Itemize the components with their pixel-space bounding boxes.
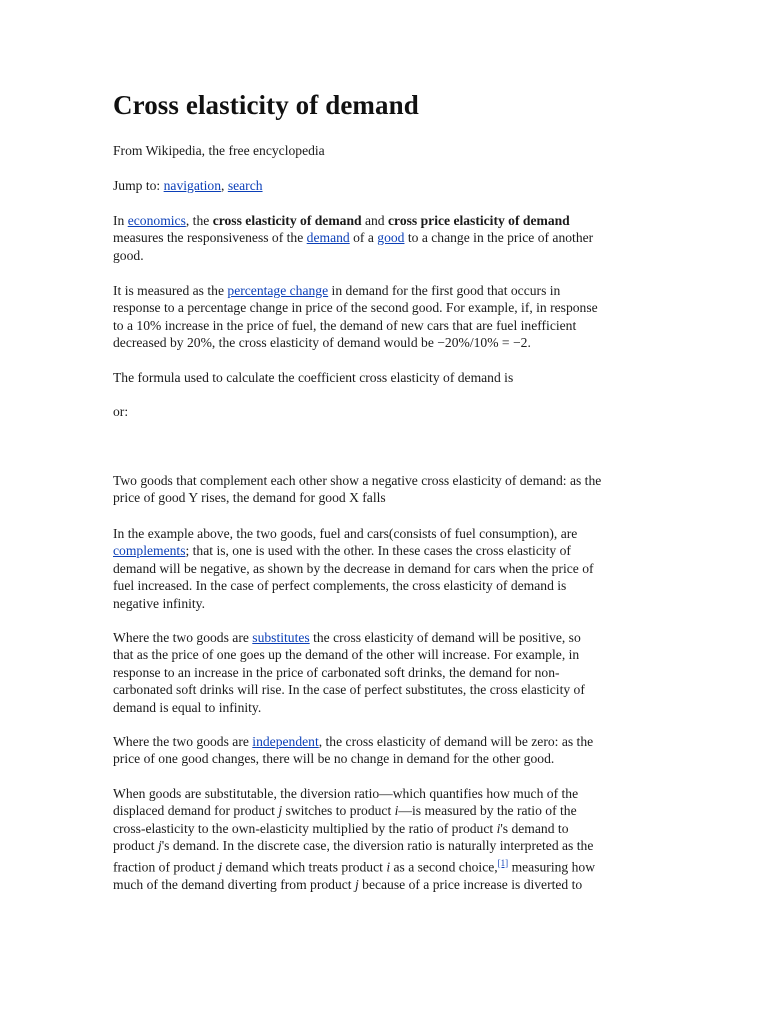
text-line: negative infinity. xyxy=(113,595,205,611)
text: demand which treats product xyxy=(222,859,387,875)
text: and xyxy=(361,213,389,228)
text: because of a price increase is diverted to xyxy=(358,876,583,892)
text: , the cross elasticity of demand will be zero: as the xyxy=(318,734,594,749)
text-line: that as the price of one goes up the demand of the other will increase. For example, in xyxy=(113,647,580,663)
variable-j: j xyxy=(278,803,283,819)
text: In xyxy=(113,213,128,228)
good-link[interactable]: good xyxy=(377,230,405,246)
text: the cross elasticity of demand will be positive, so xyxy=(309,630,581,645)
jump-separator: , xyxy=(221,178,225,193)
independent-paragraph xyxy=(113,733,663,768)
text: measures the responsiveness of the xyxy=(113,230,307,246)
navigation-link[interactable]: navigation xyxy=(163,178,222,193)
text: It is measured as the xyxy=(113,283,228,298)
variable-j: j xyxy=(157,838,162,854)
complement-paragraph xyxy=(113,472,663,507)
substitutes-link[interactable]: substitutes xyxy=(252,630,310,645)
text-line: price of good Y rises, the demand for good X falls xyxy=(113,490,386,506)
jump-to-label: Jump to: xyxy=(113,178,161,193)
jump-to-bar xyxy=(113,177,263,194)
text: , the xyxy=(185,213,213,228)
economics-link[interactable]: economics xyxy=(127,213,186,228)
text: in demand for the first good that occurs in xyxy=(328,283,561,298)
text: ; that is, one is used with the other. In these cases the cross elasticity of xyxy=(185,543,571,559)
text: as a second choice, xyxy=(390,859,498,875)
complements-link[interactable]: complements xyxy=(113,543,186,559)
text: displaced demand for product xyxy=(113,803,279,819)
text-line: fuel increased. In the case of perfect complements, the cross elasticity of demand is xyxy=(113,578,567,594)
intro-paragraph xyxy=(113,212,663,264)
citation-link-1[interactable]: [1] xyxy=(497,857,509,868)
example-paragraph xyxy=(113,525,663,612)
text-line: response to a percentage change in price of the second good. For example, if, in response xyxy=(113,300,598,316)
text-line: demand is equal to infinity. xyxy=(113,699,262,715)
variable-i: i xyxy=(496,820,501,836)
text-line: Two goods that complement each other show a negative cross elasticity of demand: as the xyxy=(113,473,602,488)
substitutes-paragraph xyxy=(113,629,663,716)
text: product xyxy=(113,838,158,854)
text: 's demand. In the discrete case, the diversion ratio is naturally interpreted as the xyxy=(161,838,594,854)
text-line: When goods are substitutable, the diversion ratio—which quantifies how much of the xyxy=(113,786,579,801)
variable-j: j xyxy=(218,859,223,875)
text-line: price of one good changes, there will be no change in demand for the other good. xyxy=(113,751,555,767)
or-label: or: xyxy=(113,404,129,419)
text: of a xyxy=(349,230,378,246)
text: —is measured by the ratio of the xyxy=(398,803,577,819)
text: measuring how xyxy=(508,859,596,875)
text-line: good. xyxy=(113,247,144,263)
measurement-paragraph xyxy=(113,282,663,352)
page-title: Cross elasticity of demand xyxy=(113,90,419,120)
bold-term: cross price elasticity of demand xyxy=(388,213,570,228)
text: fraction of product xyxy=(113,859,219,875)
text-line: carbonated soft drinks will rise. In the case of perfect substitutes, the cross elasticity of xyxy=(113,682,585,698)
formula-intro: The formula used to calculate the coefficient cross elasticity of demand is xyxy=(113,370,514,385)
bold-term: cross elasticity of demand xyxy=(212,213,362,228)
variable-i: i xyxy=(386,859,391,875)
text: switches to product xyxy=(282,803,395,819)
text-line: response to an increase in the price of carbonated soft drinks, the demand for non- xyxy=(113,664,560,680)
subtitle: From Wikipedia, the free encyclopedia xyxy=(113,143,325,158)
text-line: decreased by 20%, the cross elasticity of demand would be −20%/10% = −2. xyxy=(113,335,531,351)
text: cross-elasticity to the own-elasticity multiplied by the ratio of product xyxy=(113,820,497,836)
diversion-ratio-paragraph xyxy=(113,785,663,893)
text: much of the demand diverting from product xyxy=(113,876,355,892)
text: 's demand to xyxy=(500,820,569,836)
variable-i: i xyxy=(394,803,399,819)
search-link[interactable]: search xyxy=(227,178,263,193)
text: Where the two goods are xyxy=(113,630,253,645)
demand-link[interactable]: demand xyxy=(306,230,350,246)
percentage-change-link[interactable]: percentage change xyxy=(227,283,329,298)
variable-j: j xyxy=(354,876,359,892)
text-line: to a 10% increase in the price of fuel, the demand of new cars that are fuel inefficient xyxy=(113,317,577,333)
text-line: demand will be negative, as shown by the decrease in demand for cars when the price of xyxy=(113,560,594,576)
independent-link[interactable]: independent xyxy=(252,734,319,749)
citation xyxy=(498,857,509,869)
text: to a change in the price of another xyxy=(404,230,594,246)
text-line: In the example above, the two goods, fuel and cars(consists of fuel consumption), are xyxy=(113,526,578,541)
text: Where the two goods are xyxy=(113,734,253,749)
